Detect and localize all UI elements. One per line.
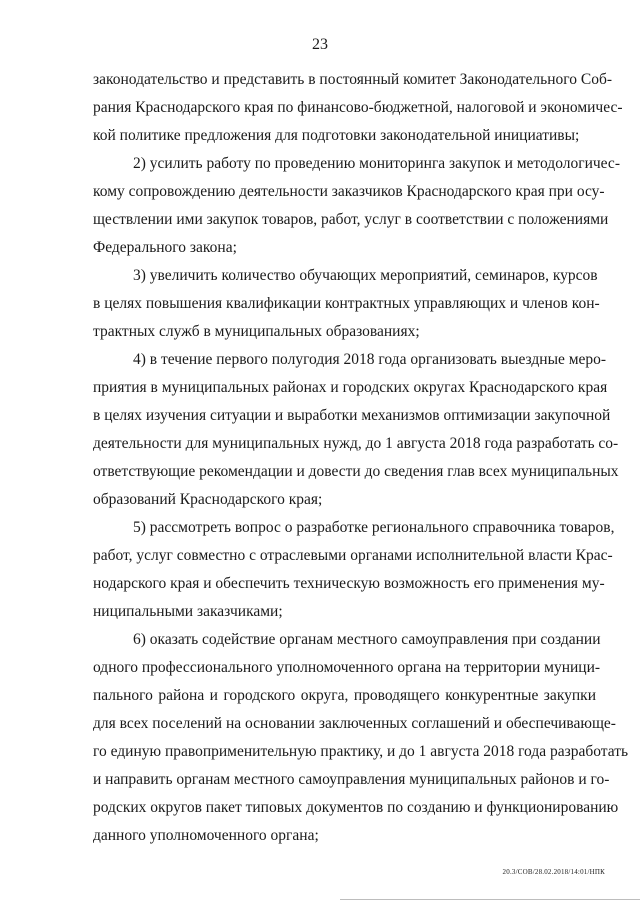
text-line: ниципальными заказчиками; [93, 603, 283, 620]
text-line: работ, услуг совместно с отраслевыми органами исполнительной власти Крас- [93, 547, 613, 564]
text-line: кому сопровождению деятельности заказчиков Краснодарского края при осу- [93, 183, 605, 200]
text-line: рания Краснодарского края по финансово-бюджетной, налоговой и экономичес- [93, 99, 623, 116]
text-line: 5) рассмотреть вопрос о разработке регионального справочника товаров, [133, 519, 615, 536]
text-line: одного профессионального уполномоченного органа на территории муници- [93, 659, 601, 676]
text-line: ответствующие рекомендации и довести до сведения глав всех муниципальных [93, 463, 619, 480]
text-line: пального района и городского округа, проводящего конкурентные закупки [93, 687, 596, 704]
text-line: деятельности для муниципальных нужд, до 1 августа 2018 года разработать со- [93, 435, 619, 452]
text-line: трактных служб в муниципальных образованиях; [93, 323, 420, 340]
text-line: 2) усилить работу по проведению мониторинга закупок и методологичес- [133, 155, 620, 172]
scan-edge-divider [340, 899, 640, 900]
text-line: 4) в течение первого полугодия 2018 года организовать выездные меро- [133, 351, 607, 368]
text-line: в целях изучения ситуации и выработки механизмов оптимизации закупочной [93, 407, 611, 424]
text-line: для всех поселений на основании заключенных соглашений и обеспечивающе- [93, 715, 616, 732]
text-line: данного уполномоченного органа; [93, 827, 319, 844]
text-line: приятия в муниципальных районах и городских округах Краснодарского края [93, 379, 608, 396]
text-line: законодательство и представить в постоянный комитет Законодательного Соб- [93, 71, 613, 88]
text-line: Федерального закона; [93, 239, 237, 256]
document-registration-code: 20.3/СОВ/28.02.2018/14:01/НПК [502, 868, 605, 876]
text-line: в целях повышения квалификации контрактных управляющих и членов кон- [93, 295, 600, 312]
page-number: 23 [312, 36, 328, 53]
text-line: нодарского края и обеспечить техническую возможность его применения му- [93, 575, 605, 592]
text-line: кой политике предложения для подготовки законодательной инициативы; [93, 127, 580, 144]
text-line: 3) увеличить количество обучающих мероприятий, семинаров, курсов [133, 267, 598, 284]
text-line: го единую правоприменительную практику, и до 1 августа 2018 года разработать [93, 743, 629, 760]
text-line: родских округов пакет типовых документов по созданию и функционированию [93, 799, 619, 816]
text-line: и направить органам местного самоуправления муниципальных районов и го- [93, 771, 610, 788]
text-line: ществлении ими закупок товаров, работ, услуг в соответствии с положениями [93, 211, 609, 228]
text-line: 6) оказать содействие органам местного самоуправления при создании [133, 631, 601, 648]
text-line: образований Краснодарского края; [93, 491, 323, 508]
